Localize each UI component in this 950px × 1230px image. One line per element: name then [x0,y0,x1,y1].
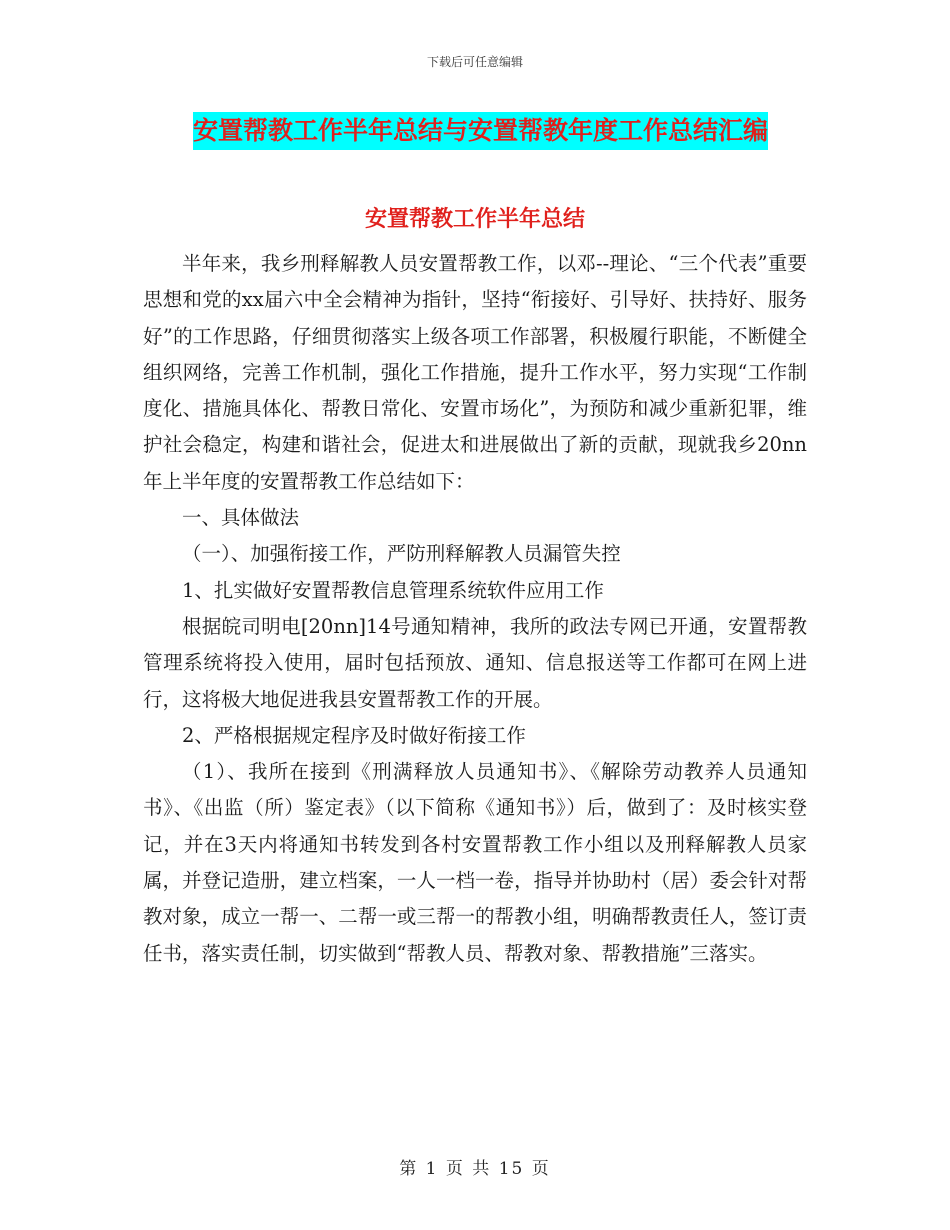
paragraph: 半年来，我乡刑释解教人员安置帮教工作，以邓--理论、“三个代表”重要思想和党的xx届六中全会精神为指针，坚持“衔接好、引导好、扶持好、服务好”的工作思路，仔细贯彻落实上级各项工作部署，积极履行职能，不断健全组织网络，完善工作机制，强化工作措施，提升工作水平，努力实现“工作制度化、措施具体化、帮教日常化、安置市场化”，为预防和减少重新犯罪，维护社会稳定，构建和谐社会，促进太和进展做出了新的贡献，现就我乡20nn年上半年度的安置帮教工作总结如下： [143,252,807,493]
heading-level-3: 1、扎实做好安置帮教信息管理系统软件应用工作 [182,578,604,602]
section-title: 安置帮教工作半年总结 [364,207,585,232]
document-body [143,246,807,972]
heading-level-2: （一）、加强衔接工作，严防刑释解教人员漏管失控 [182,542,621,566]
page-number: 第 1 页 共 15 页 [399,1159,551,1179]
heading-level-3: 2、严格根据规定程序及时做好衔接工作 [182,723,526,747]
heading-level-1: 一、具体做法 [182,506,300,530]
header-note: 下载后可任意编辑 [426,55,523,69]
paragraph: 根据皖司明电[20nn]14号通知精神，我所的政法专网已开通，安置帮教管理系统将投入使用，届时包括预放、通知、信息报送等工作都可在网上进行，这将极大地促进我县安置帮教工作的开展。 [143,614,807,711]
document-title: 安置帮教工作半年总结与安置帮教年度工作总结汇编 [193,112,768,150]
paragraph: （1）、我所在接到《刑满释放人员通知书》、《解除劳动教养人员通知书》、《出监（所）鉴定表》（以下简称《通知书》）后，做到了：及时核实登记，并在3天内将通知书转发到各村安置帮教工作小组以及刑释解教人员家属，并登记造册，建立档案，一人一档一卷，指导并协助村（居）委会针对帮教对象，成立一帮一、二帮一或三帮一的帮教小组，明确帮教责任人，签订责任书，落实责任制，切实做到“帮教人员、帮教对象、帮教措施”三落实。 [143,760,807,965]
